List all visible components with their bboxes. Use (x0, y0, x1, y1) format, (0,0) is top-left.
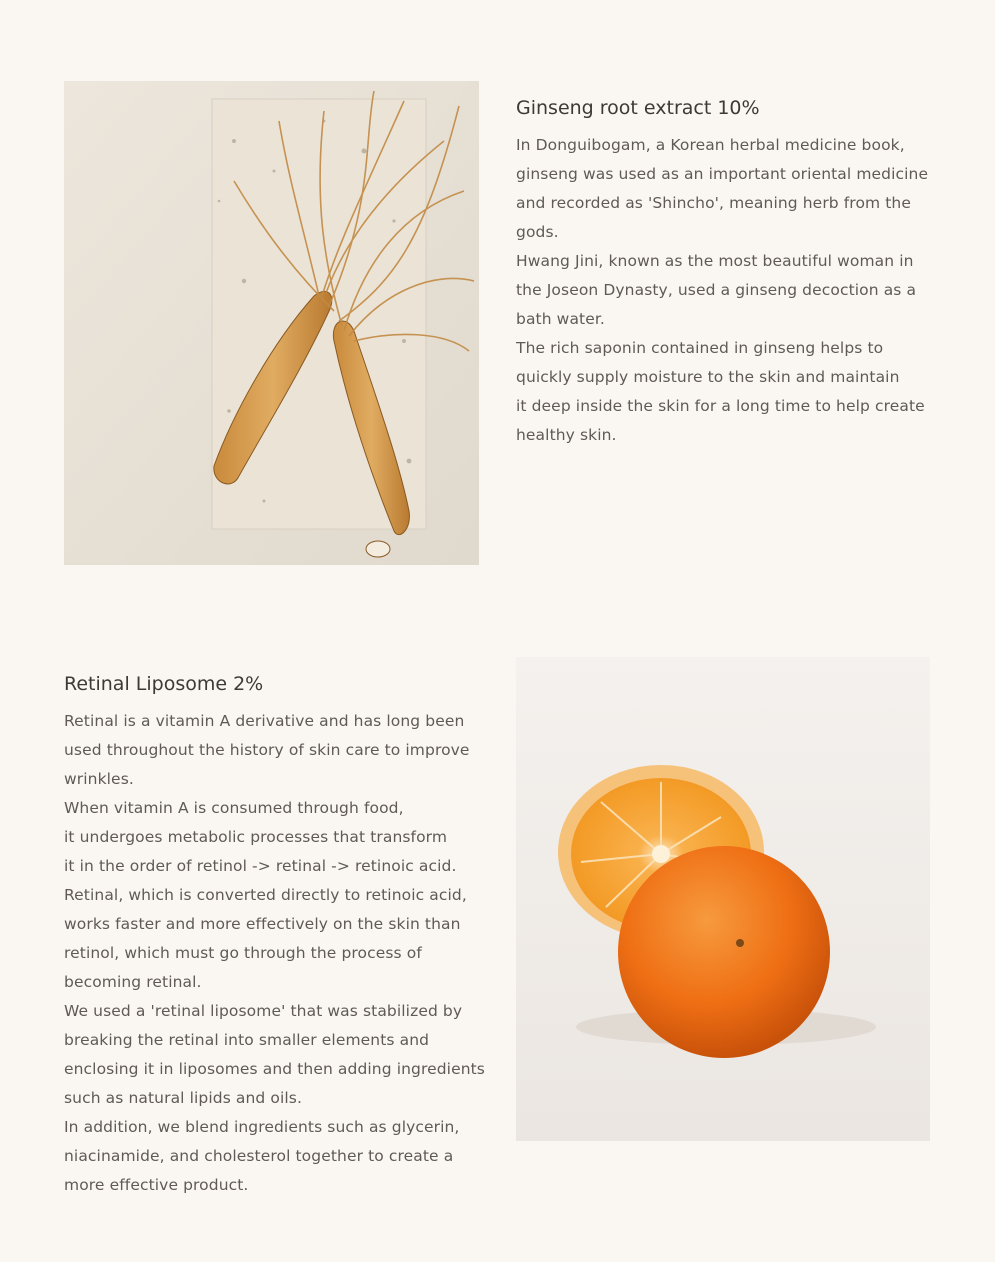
ginseng-line: healthy skin. (516, 426, 617, 444)
ginseng-line: gods. (516, 223, 559, 241)
retinal-line: Retinal is a vitamin A derivative and has long been (64, 712, 465, 730)
retinal-line: wrinkles. (64, 770, 134, 788)
retinal-line: breaking the retinal into smaller elements and (64, 1031, 430, 1049)
orange-fruit-photo (516, 657, 930, 1141)
ginseng-line: The rich saponin contained in ginseng helps to (516, 339, 884, 357)
ginseng-line: the Joseon Dynasty, used a ginseng decoction as a (516, 281, 917, 299)
retinal-line: retinol, which must go through the process of (64, 944, 422, 962)
retinal-line: used throughout the history of skin care to improve (64, 741, 470, 759)
retinal-line: When vitamin A is consumed through food, (64, 799, 404, 817)
retinal-line: more effective product. (64, 1176, 249, 1194)
ginseng-line: bath water. (516, 310, 605, 328)
retinal-line: Retinal, which is converted directly to retinoic acid, (64, 886, 467, 904)
ginseng-line: In Donguibogam, a Korean herbal medicine book, (516, 136, 905, 154)
retinal-section (64, 670, 485, 1200)
retinal-line: such as natural lipids and oils. (64, 1089, 302, 1107)
retinal-line: it undergoes metabolic processes that transform (64, 828, 448, 846)
retinal-line: In addition, we blend ingredients such as glycerin, (64, 1118, 460, 1136)
ginseng-section (516, 94, 930, 450)
ginseng-line: and recorded as 'Shincho', meaning herb from the (516, 194, 911, 212)
retinal-line: it in the order of retinol -> retinal -> retinoic acid. (64, 857, 457, 875)
ginseng-heading: Ginseng root extract 10% (516, 97, 760, 119)
ginseng-line: quickly supply moisture to the skin and maintain (516, 368, 900, 386)
retinal-line: We used a 'retinal liposome' that was stabilized by (64, 1002, 463, 1020)
retinal-line: becoming retinal. (64, 973, 202, 991)
retinal-heading: Retinal Liposome 2% (64, 673, 264, 695)
ginseng-line: Hwang Jini, known as the most beautiful woman in (516, 252, 914, 270)
ginseng-root-photo (64, 81, 479, 565)
retinal-line: enclosing it in liposomes and then adding ingredients (64, 1060, 485, 1078)
ginseng-line: ginseng was used as an important oriental medicine (516, 165, 929, 183)
retinal-line: works faster and more effectively on the skin than (64, 915, 461, 933)
ginseng-line: it deep inside the skin for a long time to help create (516, 397, 925, 415)
retinal-line: niacinamide, and cholesterol together to create a (64, 1147, 454, 1165)
